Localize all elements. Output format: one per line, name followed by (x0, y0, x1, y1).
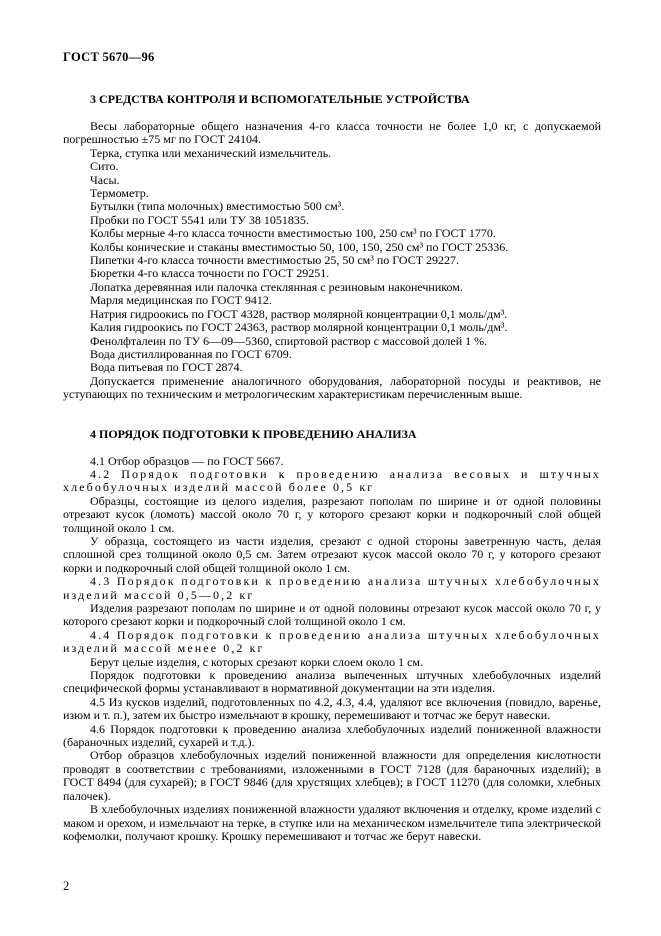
paragraph: Колбы мерные 4-го класса точности вместимостью 100, 250 см³ по ГОСТ 1770. (90, 226, 496, 241)
paragraph: 4.5 Из кусков изделий, подготовленных по 4.2, 4.3, 4.4, удаляют все включения (повидло, варенье, изюм и т. п.), затем их быстро измельчают в крошку, перемешивают и тотчас же берут навески. (63, 694, 601, 723)
paragraph: Натрия гидроокись по ГОСТ 4328, раствор молярной концентрации 0,1 моль/дм³. (90, 306, 508, 321)
paragraph: Бутылки (типа молочных) вместимостью 500 см³. (90, 199, 345, 214)
paragraph: Калия гидроокись по ГОСТ 24363, раствор молярной концентрации 0,1 моль/дм³. (90, 320, 508, 335)
subsection-heading-4-3: 4.3 Порядок подготовки к проведению анализа штучных хлебобулочных изделий массой 0,5—0,2 кг (63, 574, 601, 602)
paragraph: Лопатка деревянная или палочка стеклянная с резиновым наконечником. (90, 279, 463, 294)
paragraph: Колбы конические и стаканы вместимостью 50, 100, 150, 250 см³ по ГОСТ 25336. (90, 239, 509, 254)
paragraph: Пробки по ГОСТ 5541 или ТУ 38 1051835. (90, 212, 309, 227)
paragraph: Часы. (90, 172, 120, 187)
paragraph: Образцы, состоящие из целого изделия, разрезают пополам по ширине и от одной половины отрезают кусок (ломоть) массой около 70 г, у которого срезают корки и подкорочный слой общей толщиной около 1 см. (63, 493, 601, 535)
paragraph: Пипетки 4-го класса точности вместимостью 25, 50 см³ по ГОСТ 29227. (90, 253, 460, 268)
paragraph: Марля медицинская по ГОСТ 9412. (90, 293, 272, 308)
section-3-title: 3 СРЕДСТВА КОНТРОЛЯ И ВСПОМОГАТЕЛЬНЫЕ УСТРОЙСТВА (90, 92, 470, 106)
paragraph: Термометр. (90, 186, 149, 201)
paragraph: У образца, состоящего из части изделия, срезают с одной стороны заветренную часть, делая сплошной срез толщиной около 0,5 см. Затем отрезают кусок массой около 70 г, у которого срезают корки и подкорочный слой общей толщиной около 1 см. (63, 533, 601, 575)
page-number: 2 (63, 879, 70, 893)
paragraph: Порядок подготовки к проведению анализа выпеченных штучных хлебобулочных изделий специфической формы устанавливают в нормативной документации на эти изделия. (63, 668, 601, 696)
paragraph: Допускается применение аналогичного оборудования, лабораторной посуды и реактивов, не уступающих по техническим и метрологическим характеристикам перечисленным выше. (63, 373, 601, 402)
section-4-title: 4 ПОРЯДОК ПОДГОТОВКИ К ПРОВЕДЕНИЮ АНАЛИЗА (90, 426, 417, 441)
paragraph: Фенолфталеин по ТУ 6—09—5360, спиртовой раствор с массовой долей 1 %. (90, 333, 488, 348)
paragraph: 4.6 Порядок подготовки к проведению анализа хлебобулочных изделий пониженной влажности (бараночных изделий, сухарей и т.д.). (63, 721, 601, 750)
paragraph: 4.1 Отбор образцов — по ГОСТ 5667. (90, 453, 284, 468)
paragraph: Берут целые изделия, с которых срезают корки слоем около 1 см. (90, 654, 424, 669)
paragraph: Бюретки 4-го класса точности по ГОСТ 29251. (90, 266, 330, 281)
paragraph: Сито. (90, 159, 119, 174)
paragraph: Вода питьевая по ГОСТ 2874. (90, 360, 243, 375)
subsection-heading-4-2: 4.2 Порядок подготовки к проведению анализа весовых и штучных хлебобулочных изделий массой более 0,5 кг (63, 466, 601, 495)
paragraph: Терка, ступка или механический измельчитель. (90, 145, 332, 160)
document-code-header: ГОСТ 5670—96 (63, 50, 155, 64)
subsection-heading-4-4: 4.4 Порядок подготовки к проведению анализа штучных хлебобулочных изделий массой менее 0,2 кг (63, 627, 601, 656)
paragraph: Вода дистиллированная по ГОСТ 6709. (90, 346, 292, 361)
paragraph: В хлебобулочных изделиях пониженной влажности удаляют включения и отделку, кроме изделий с маком и орехом, и измельчают на терке, в ступке или на механическом измельчителе типа электрической кофемолки, получают крошку. Крошку перемешивают и тотчас же берут навески. (63, 802, 601, 843)
paragraph: Отбор образцов хлебобулочных изделий пониженной влажности для определения кислотности проводят в соответствии с требованиями, изложенными в ГОСТ 7128 (для бараночных изделий); в ГОСТ 8494 (для сухарей); в ГОСТ 9846 (для хрустящих хлебцев); в ГОСТ 11270 (для соломки, хлебных палочек). (63, 748, 601, 803)
paragraph: Весы лабораторные общего назначения 4-го класса точности не более 1,0 кг, с допускаемой погрешностью ±75 мг по ГОСТ 24104. (63, 119, 601, 147)
paragraph: Изделия разрезают пополам по ширине и от одной половины отрезают кусок массой около 70 г, у которого срезают корки и подкорочный слой толщиной около 1 см. (63, 601, 601, 629)
